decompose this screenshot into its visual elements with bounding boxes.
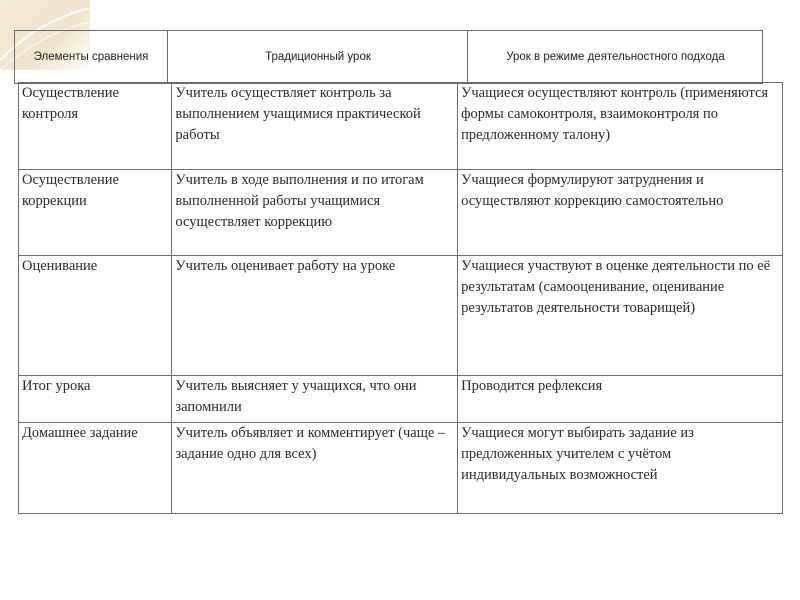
cell-traditional: Учитель выясняет у учащихся, что они запомнили bbox=[172, 376, 458, 423]
table-row bbox=[19, 376, 783, 423]
cell-activity: Учащиеся могут выбирать задание из предложенных учителем с учётом индивидуальных возможностей bbox=[458, 423, 783, 514]
cell-activity: Учащиеся участвуют в оценке деятельности по её результатам (самооценивание, оценивание результатов деятельности товарищей) bbox=[458, 256, 783, 376]
cell-element: Итог урока bbox=[19, 376, 172, 423]
table-row bbox=[19, 170, 783, 256]
table-row bbox=[19, 423, 783, 514]
cell-element: Осуществление контроля bbox=[19, 83, 172, 170]
cell-traditional: Учитель объявляет и комментирует (чаще – задание одно для всех) bbox=[172, 423, 458, 514]
cell-traditional: Учитель оценивает работу на уроке bbox=[172, 256, 458, 376]
cell-element: Оценивание bbox=[19, 256, 172, 376]
cell-activity: Проводится рефлексия bbox=[458, 376, 783, 423]
header-traditional: Традиционный урок bbox=[167, 31, 468, 83]
cell-activity: Учащиеся формулируют затруднения и осуществляют коррекцию самостоятельно bbox=[458, 170, 783, 256]
table-row bbox=[19, 83, 783, 170]
cell-activity: Учащиеся осуществляют контроль (применяются формы самоконтроля, взаимоконтроля по предложенному талону) bbox=[458, 83, 783, 170]
cell-traditional: Учитель осуществляет контроль за выполнением учащимися практической работы bbox=[172, 83, 458, 170]
header-elements: Элементы сравнения bbox=[33, 51, 149, 63]
header-activity: Урок в режиме деятельностного подхода bbox=[467, 31, 763, 83]
table-row bbox=[19, 256, 783, 376]
table-header bbox=[14, 30, 763, 84]
cell-element: Домашнее задание bbox=[19, 423, 172, 514]
cell-traditional: Учитель в ходе выполнения и по итогам выполненной работы учащимися осуществляет коррекцию bbox=[172, 170, 458, 256]
comparison-table bbox=[18, 82, 783, 514]
cell-element: Осуществление коррекции bbox=[19, 170, 172, 256]
